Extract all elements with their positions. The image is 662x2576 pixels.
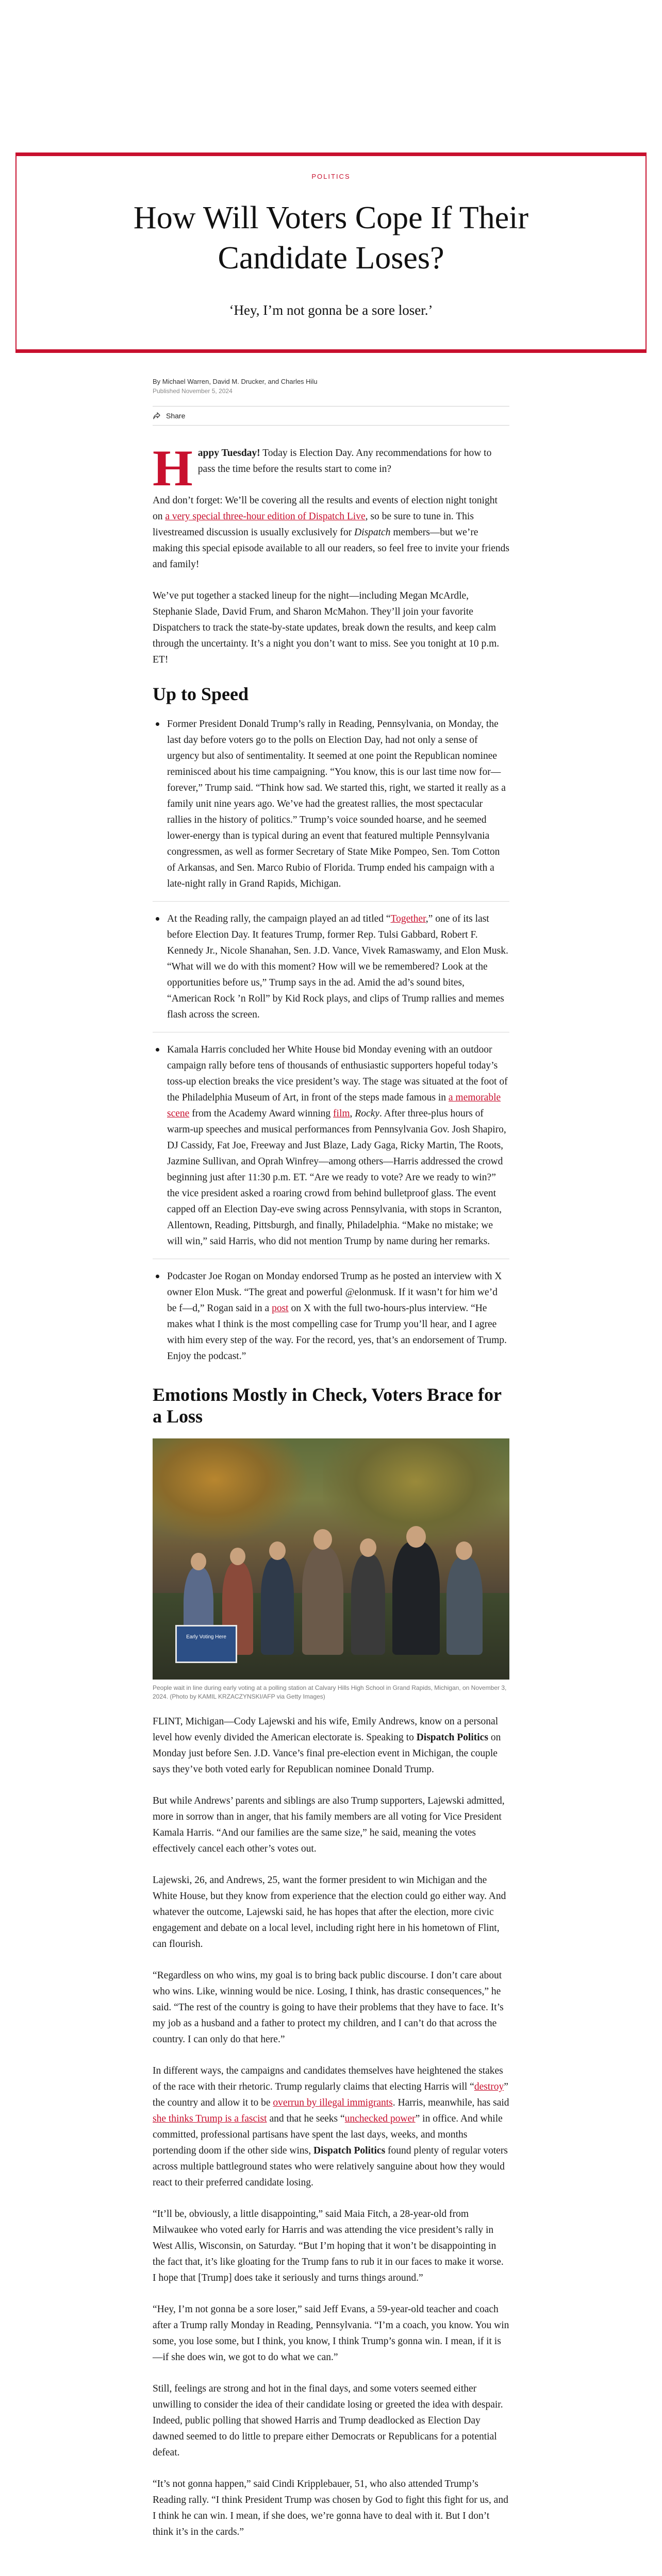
fascist-link[interactable]: she thinks Trump is a fascist: [153, 2113, 267, 2124]
photo-caption: People wait in line during early voting at a polling station at Calvary Hills High School in Grand Rapids, Michigan, on November 3, 2024. (Photo by KAMIL KRZACZYNSKI/AFP via Getty Images): [153, 1684, 507, 1700]
person-head: [269, 1541, 286, 1560]
bullet-list: [153, 716, 509, 1374]
memorable-scene-link[interactable]: a memorable scene: [167, 1092, 501, 1119]
paragraph: Lajewski, 26, and Andrews, 25, want the former president to win Michigan and the White House, but they know from experience that the election could go either way. And whatever the outcome, Lajewski said, he has hopes that after the election, more civic engagement and debate on a local level, including right here in his hometown of Flint, can flourish.: [153, 1875, 506, 1950]
text-span: from the Academy Award winning: [189, 1108, 334, 1119]
text-span: ” in office. And while committed, professional partisans have spent the last days, weeks, and months portending doom if the other side wins,: [153, 2113, 503, 2156]
text-span: ,: [350, 1108, 355, 1119]
text-span: ” the country and allow it to be: [153, 2081, 508, 2108]
person-shape: [302, 1547, 343, 1655]
paragraph: “It’ll be, obviously, a little disappointing,” said Maia Fitch, a 28-year-old from Milwaukee who voted early for Harris and was attending the vice president’s rally in West Allis, Wisconsin, on Saturday. “But I’m hoping that it won’t be disappointing in the fact that, it’s like gloating for the Trump fans to rub it in our faces to make it worse. I hope that [Trump] does take it seriously and turns things around.”: [153, 2209, 504, 2283]
text-span: FLINT, Michigan—Cody Lajewski and his wife, Emily Andrews, know on a personal level how evenly divided the American electorate is. Speaking to: [153, 1716, 499, 1743]
section-heading-brace: Emotions Mostly in Check, Voters Brace for a Loss: [153, 1384, 502, 1427]
person-head: [456, 1541, 472, 1560]
paragraph: [153, 493, 509, 572]
section-kicker[interactable]: POLITICS: [311, 173, 351, 180]
lead-text: Today is Election Day. Any recommendations for how to pass the time before the results start to come in?: [197, 448, 492, 474]
byline: By Michael Warren, David M. Drucker, and Charles Hilu: [153, 378, 318, 385]
italic-span: Dispatch: [354, 527, 391, 538]
publish-date: Published November 5, 2024: [153, 387, 233, 395]
dek: ‘Hey, I’m not gonna be a sore loser.’: [229, 302, 433, 318]
list-item: [153, 1268, 509, 1374]
article-header: [15, 152, 647, 353]
drop-cap: H: [153, 439, 193, 497]
person-head: [191, 1553, 206, 1570]
bold-span: Dispatch Politics: [313, 2145, 386, 2156]
film-link[interactable]: film: [333, 1108, 350, 1119]
list-item: [153, 1042, 509, 1259]
dispatch-live-link[interactable]: a very special three-hour edition of Dispatch Live: [165, 511, 366, 522]
text-span: , so be sure to tune in. This livestreamed discussion is usually exclusively for: [153, 511, 474, 538]
share-button[interactable]: Share: [166, 412, 186, 420]
text-span: on Monday just before Sen. J.D. Vance’s final pre-election event in Michigan, the couple says they’ve both voted early for Republican nominee Donald Trump.: [153, 1732, 501, 1775]
person-head: [313, 1529, 332, 1550]
paragraph: [153, 2063, 509, 2191]
text-span: Podcaster Joe Rogan on Monday endorsed Trump as he posted an interview with X owner Elon Musk. “The great and powerful @elonmusk. If it wasn’t for him we’d be f—d,” Rogan said in a: [167, 1271, 502, 1314]
text-span: found plenty of regular voters across multiple battleground states who were relatively sanguine about how they would react to their preferred candidate losing.: [153, 2145, 508, 2188]
lead-bold: appy Tuesday!: [197, 448, 260, 459]
text-span: At the Reading rally, the campaign played an ad titled “: [167, 913, 391, 924]
person-shape: [351, 1554, 385, 1655]
paragraph: But while Andrews’ parents and siblings are also Trump supporters, Lajewski admitted, more in sorrow than in anger, that his family members are all voting for Vice President Kamala Harris. “And our families are the same size,” he said, meaning the votes effectively cancel each other’s votes out.: [153, 1795, 505, 1854]
share-icon[interactable]: [153, 412, 161, 420]
destroy-link[interactable]: destroy: [474, 2081, 504, 2092]
paragraph: “It’s not gonna happen,” said Cindi Kripplebauer, 51, who also attended Trump’s Reading rally. “I think President Trump was chosen by God to fight this fight for us, and I think he can win. I mean, if she does, we’re gonna have to deal with it. But I don’t think it’s in the cards.”: [153, 2479, 508, 2537]
headline: How Will Voters Cope If Their Candidate Loses?: [133, 200, 529, 276]
intro-paragraph: [153, 439, 509, 497]
paragraph: Still, feelings are strong and hot in the final days, and some voters seemed either unwilling to consider the idea of their candidate losing or greeted the idea with despair. Indeed, public polling that showed Harris and Trump deadlocked as Election Day dawned seemed to do little to prepare either Democrats or Republicans for a potential defeat.: [153, 2383, 503, 2458]
text-span: . Harris, meanwhile, has said: [392, 2097, 509, 2108]
text-span: ,” one of its last before Election Day. It features Trump, former Rep. Tulsi Gabbard, Robert F. Kennedy Jr., Nicole Shanahan, Sen. J.D. Vance, Vivek Ramaswamy, and Elon Musk. “What will we do with this moment? How will we be remembered? Look at the opportunities before us,” Trump says in the ad. Amid the ad’s sound bites, “American Rock ’n Roll” by Kid Rock plays, and clips of Trump rallies and memes flash across the screen.: [167, 913, 508, 1020]
article-body: [153, 426, 509, 2576]
bold-span: Dispatch Politics: [416, 1732, 488, 1743]
early-voting-sign: Early Voting Here: [175, 1625, 237, 1663]
article-meta: [153, 353, 509, 426]
text-span: on X with the full two-hours-plus interview. “He makes what I think is the most compelling case for Trump you’ll hear, and I agree with him every step of the way. For the record, yes, that’s an endorsement of Trump. Enjoy the podcast.”: [167, 1303, 507, 1362]
list-item: Former President Donald Trump’s rally in Reading, Pennsylvania, on Monday, the last day before voters go to the polls on Election Day, had not only a sense of urgency but also of sentimentality. It seemed at one point the Republican nominee reminisced about his time campaigning. “You know, this is our last time now for—forever,” Trump said. “Think how sad. We started this, right, we started it really as a family unit nine years ago. We’ve had the greatest rallies, the most spectacular rallies in the history of politics.” Trump’s voice sounded hoarse, and he seemed lower-energy than is typical during an event that featured multiple Pennsylvania congressmen, as well as former Secretary of State Mike Pompeo, Sen. Tom Cotton of Arkansas, and Sen. Marco Rubio of Florida. Trump ended his campaign with a late-night rally in Grand Rapids, Michigan.: [153, 716, 509, 902]
person-shape: [446, 1557, 483, 1655]
unchecked-power-link[interactable]: unchecked power: [344, 2113, 416, 2124]
article-figure: [153, 1438, 509, 1701]
paragraph: “Hey, I’m not gonna be a sore loser,” said Jeff Evans, a 59-year-old teacher and coach after a Trump rally Monday in Reading, Pennsylvania. “I’m a coach, you know. You win some, you lose some, but I think, you know, I think Trump’s gonna win. I mean, if it is—if she does win, we got to do what we can.”: [153, 2304, 509, 2363]
person-shape: [261, 1557, 294, 1655]
paragraph: We’ve put together a stacked lineup for the night—including Megan McArdle, Stephanie Slade, David Frum, and Sharon McMahon. They’ll join your favorite Dispatchers to track the state-by-state updates, break down the results, and keep calm through the uncertainty. It’s a night you don’t want to miss. See you tonight at 10 p.m. ET!: [153, 590, 500, 665]
text-span: and that he seeks “: [267, 2113, 345, 2124]
text-span: In different ways, the campaigns and candidates themselves have heightened the stakes of the race with their rhetoric. Trump regularly claims that electing Harris will “: [153, 2065, 503, 2092]
share-bar: [153, 406, 509, 426]
text-span: . After three-plus hours of warm-up speeches and musical performances from Pennsylvania Gov. Josh Shapiro, DJ Cassidy, Fat Joe, Freeway and Just Blaze, Lady Gaga, Ricky Martin, The Roots, Jazmine Sullivan, and Oprah Winfrey—among others—Harris addressed the crowd beginning just after 11:30 p.m. ET. “Are we ready to vote? Are we ready to win?” the vice president asked a roaring crowd from behind bulletproof glass. The event capped off an Election Day-eve swing across Pennsylvania, with stops in Scranton, Allentown, Reading, Pittsburgh, and finally, Philadelphia. “Make no mistake; we will win,” said Harris, who did not mention Trump by name during her remarks.: [167, 1108, 506, 1247]
immigrants-link[interactable]: overrun by illegal immigrants: [273, 2097, 393, 2108]
article-page: [0, 152, 662, 2576]
paragraph: “Regardless on who wins, my goal is to bring back public discourse. I don’t care about who wins. Like, winning would be nice. Losing, I think, has drastic consequences,” he said. “The rest of the country is going to have their problems that they have to face. It’s my job as a husband and a father to protect my children, and I can’t do that across the country. I can only do that here.”: [153, 1970, 504, 2045]
italic-span: Rocky: [355, 1108, 379, 1119]
together-ad-link[interactable]: Together: [390, 913, 426, 924]
list-item: [153, 911, 509, 1032]
paragraph: [153, 1714, 509, 1777]
voters-line-photo: [153, 1438, 509, 1680]
rogan-post-link[interactable]: post: [272, 1303, 289, 1314]
section-heading-up-to-speed: Up to Speed: [153, 684, 249, 704]
person-shape: [392, 1541, 440, 1655]
text-span: And don’t forget: We’ll be covering all the results and events of election night tonight on: [153, 495, 498, 522]
person-head: [230, 1548, 245, 1565]
text-span: members—but we’re making this special episode available to all our readers, so feel free to invite your friends and family!: [153, 527, 510, 570]
person-head: [406, 1526, 426, 1548]
person-head: [360, 1538, 376, 1557]
text-span: Kamala Harris concluded her White House bid Monday evening with an outdoor campaign rally before tens of thousands of enthusiastic supporters hopeful today’s toss-up election breaks the vice president’s way. The stage was situated at the foot of the Philadelphia Museum of Art, in front of the steps made famous in: [167, 1044, 508, 1103]
